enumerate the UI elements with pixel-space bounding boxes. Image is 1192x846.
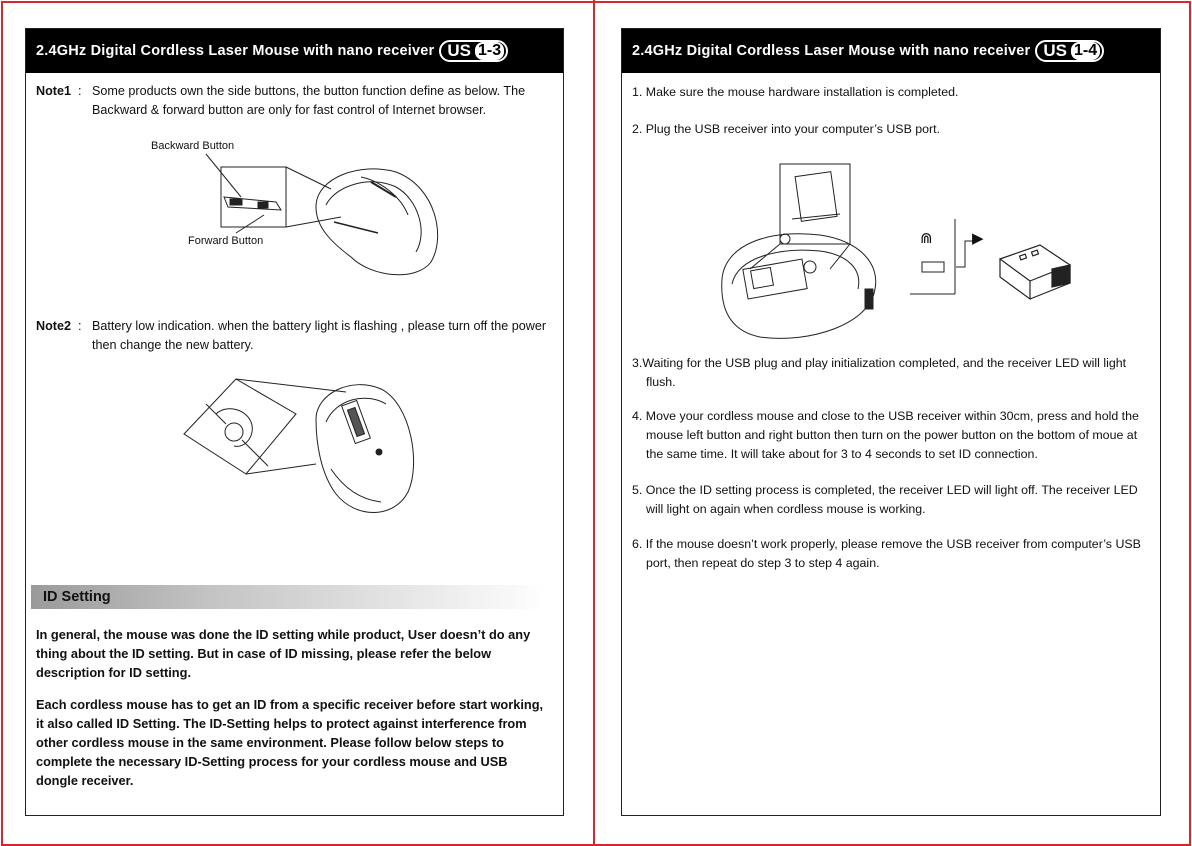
note-label: Note1 bbox=[36, 84, 71, 98]
right-page bbox=[621, 28, 1161, 816]
left-page bbox=[25, 28, 564, 816]
usb-receiver-figure bbox=[710, 159, 1070, 344]
page-number: 1-3 bbox=[475, 42, 504, 60]
page-badge bbox=[439, 40, 508, 62]
arrow-right-icon: ▶ bbox=[972, 230, 984, 247]
page-badge bbox=[1035, 40, 1104, 62]
section-title: ID Setting bbox=[43, 589, 111, 605]
page-header bbox=[26, 29, 563, 73]
page-number: 1-4 bbox=[1071, 42, 1100, 60]
page-header-title: 2.4GHz Digital Cordless Laser Mouse with nano receiver bbox=[36, 43, 435, 59]
id-setting-paragraph-2: Each cordless mouse has to get an ID from a specific receiver before start working, it also called ID Setting. The ID-Setting helps to protect against interference from other cordless mouse in the same environment. Please follow below steps to complete the necessary ID-Setting process for your cordless mouse and USB dongle receiver. bbox=[36, 697, 544, 788]
note-text: Some products own the side buttons, the button function define as below. The Backward & forward button are only for fast control of Internet browser. bbox=[92, 84, 526, 117]
step-item: 5. Once the ID setting process is completed, the receiver LED will light off. The receiver LED will light on again when cordless mouse is working. bbox=[632, 483, 1138, 516]
note1 bbox=[36, 82, 551, 120]
note-text: Battery low indication. when the battery light is flashing , please turn off the power then change the new battery. bbox=[92, 319, 547, 352]
page-fold-line bbox=[593, 0, 595, 846]
side-buttons-figure bbox=[146, 137, 446, 287]
backward-button-label: Backward Button bbox=[151, 140, 235, 152]
step-item: 1. Make sure the mouse hardware installation is completed. bbox=[632, 85, 959, 99]
region-code: US bbox=[1043, 41, 1068, 60]
note2 bbox=[36, 317, 551, 355]
note-label: Note2 bbox=[36, 319, 71, 333]
battery-light-illustration bbox=[176, 374, 416, 524]
region-code: US bbox=[447, 41, 472, 60]
note-separator: : bbox=[78, 319, 82, 333]
side-buttons-illustration bbox=[146, 137, 446, 287]
page-header bbox=[622, 29, 1160, 73]
nano-receiver-illustration bbox=[990, 237, 1080, 307]
step-item: 2. Plug the USB receiver into your computer’s USB port. bbox=[632, 122, 941, 136]
note-separator: : bbox=[78, 84, 82, 98]
usb-icon: ⋒ bbox=[920, 230, 933, 247]
id-setting-section-header bbox=[31, 585, 549, 609]
id-setting-paragraph-1: In general, the mouse was done the ID setting while product, User doesn’t do any thing about the ID setting. But in case of ID missing, please refer the below description for ID setting. bbox=[36, 627, 531, 680]
step-item: 3.Waiting for the USB plug and play initialization completed, and the receiver LED will light flush. bbox=[632, 356, 1127, 389]
battery-light-figure bbox=[176, 374, 416, 524]
step-item: 4. Move your cordless mouse and close to the USB receiver within 30cm, press and hold the mouse left button and right button then turn on the power button on the bottom of moue at the same time. It will take about for 3 to 4 seconds to set ID connection. bbox=[632, 409, 1139, 461]
page-header-title: 2.4GHz Digital Cordless Laser Mouse with nano receiver bbox=[632, 43, 1031, 59]
step-item: 6. If the mouse doesn’t work properly, please remove the USB receiver from computer’s USB port, then repeat do step 3 to step 4 again. bbox=[632, 537, 1141, 570]
forward-button-label: Forward Button bbox=[188, 235, 264, 247]
